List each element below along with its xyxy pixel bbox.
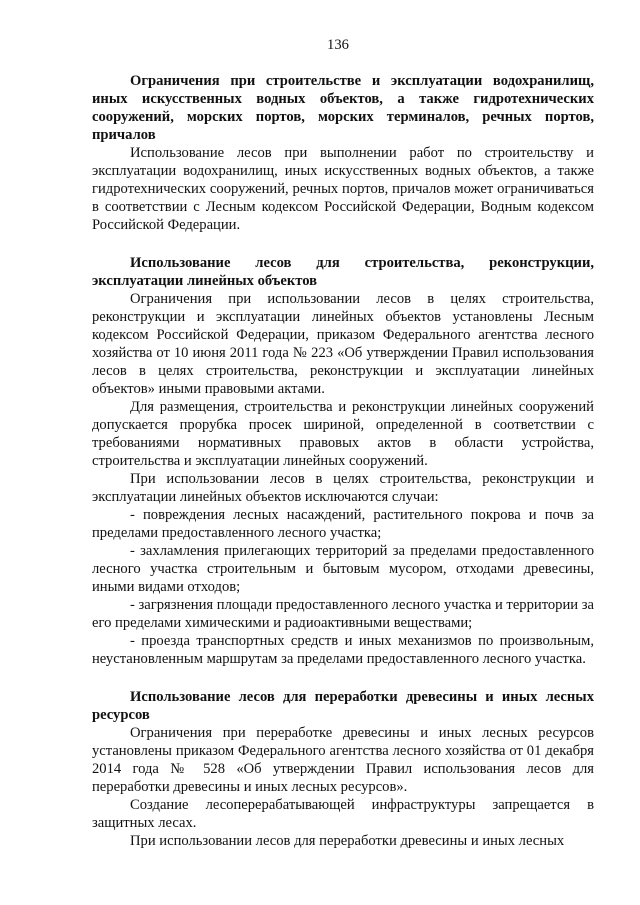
section-reservoirs <box>92 72 594 234</box>
section-title: Использование лесов для переработки древесины и иных лесных ресурсов <box>92 689 594 723</box>
page-number: 136 <box>327 37 349 53</box>
paragraph: При использовании лесов для переработки древесины и иных лесных <box>130 833 565 849</box>
paragraph: Ограничения при переработке древесины и иных лесных ресурсов установлены приказом Федерального агентства лесного хозяйства от 01 декабря 2014 года № 528 «Об утверждении Правил использования лесов для переработки древесины и иных лесных ресурсов». <box>92 725 594 795</box>
section-gap <box>92 234 594 254</box>
section-gap <box>92 668 594 688</box>
section-title: Ограничения при строительстве и эксплуатации водохранилищ, иных искусственных водных объектов, а также гидротехнических сооружений, морских портов, морских терминалов, речных портов, причалов <box>92 73 594 143</box>
list-item: - загрязнения площади предоставленного лесного участка и территории за его пределами химическими и радиоактивными веществами; <box>92 597 594 631</box>
section-title: Использование лесов для строительства, реконструкции, эксплуатации линейных объектов <box>92 255 594 289</box>
list-item: - проезда транспортных средств и иных механизмов по произвольным, неустановленным маршрутам за пределами предоставленного лесного участка. <box>92 633 594 667</box>
list-item: - повреждения лесных насаждений, растительного покрова и почв за пределами предоставленного лесного участка; <box>92 507 594 541</box>
paragraph: Использование лесов при выполнении работ по строительству и эксплуатации водохранилищ, иных искусственных водных объектов, а также гидротехнических сооружений, речных портов, причалов может ограничиваться в соответствии с Лесным кодексом Российской Федерации, Водным кодексом Российской Федерации. <box>92 145 594 233</box>
section-linear-objects <box>92 254 594 668</box>
list-item: - захламления прилегающих территорий за пределами предоставленного лесного участка строительным и бытовым мусором, отходами древесины, иными видами отходов; <box>92 543 594 595</box>
paragraph: Для размещения, строительства и реконструкции линейных сооружений допускается прорубка просек шириной, определенной в соответствии с требованиями нормативных правовых актов в области устройства, строительства и эксплуатации линейных сооружений. <box>92 399 594 469</box>
paragraph: При использовании лесов в целях строительства, реконструкции и эксплуатации линейных объектов исключаются случаи: <box>92 471 594 505</box>
paragraph: Создание лесоперерабатывающей инфраструктуры запрещается в защитных лесах. <box>92 797 594 831</box>
paragraph: Ограничения при использовании лесов в целях строительства, реконструкции и эксплуатации линейных объектов установлены Лесным кодексом Российской Федерации, приказом Федерального агентства лесного хозяйства от 10 июня 2011 года № 223 «Об утверждении Правил использования лесов в целях строительства, реконструкции и эксплуатации линейных объектов» иными правовыми актами. <box>92 291 594 397</box>
section-wood-processing <box>92 688 594 850</box>
